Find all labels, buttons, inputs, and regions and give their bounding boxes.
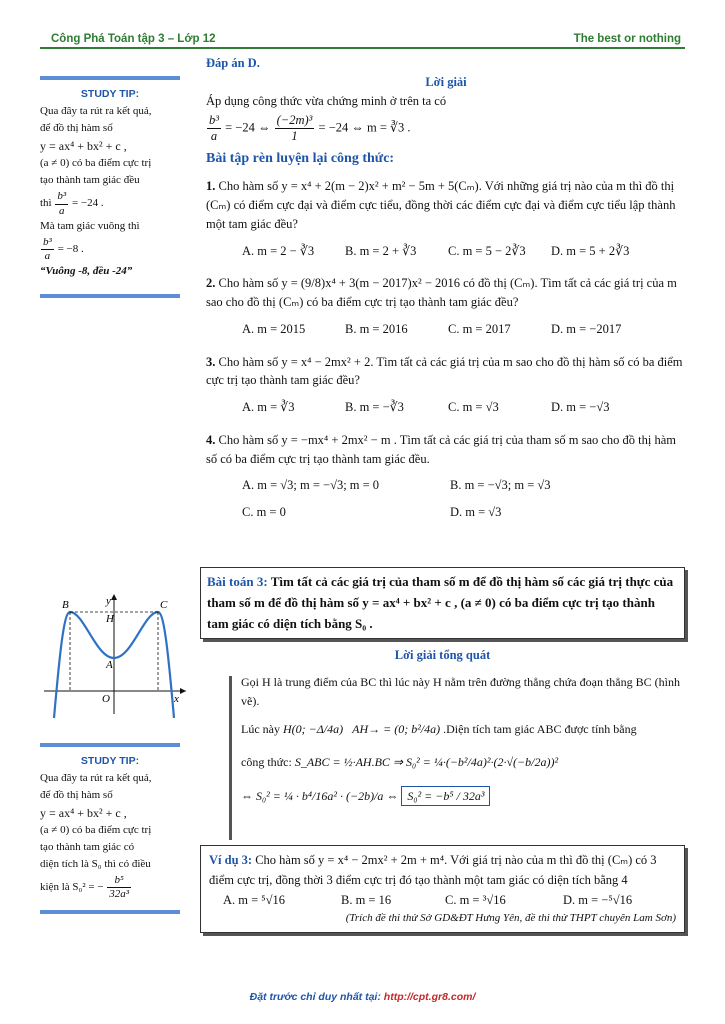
x-axis-arrow — [180, 688, 186, 694]
option[interactable]: B. m = −∛3 — [345, 400, 404, 414]
option[interactable]: D. m = −⁵√16 — [563, 893, 633, 907]
point-b-label: B — [62, 599, 69, 611]
point-a-label: A — [106, 659, 113, 671]
fraction: $\frac{\text{b³}}{a}$ — [57, 190, 67, 217]
study-tip-line: Qua đây ta rút ra kết quả, — [40, 772, 152, 785]
general-solution-heading: Lời giải tổng quát — [394, 648, 491, 662]
example-3-options — [223, 890, 676, 910]
study-tip-line: Mà tam giác vuông thì — [40, 219, 140, 232]
solution-left-rule — [229, 676, 232, 840]
footer — [0, 990, 725, 1006]
general-solution — [241, 673, 681, 806]
fraction: $\frac{\text{b³}}{a}$ — [43, 235, 52, 262]
option[interactable]: A. m = √3; m = −√3; m = 0 — [242, 478, 380, 493]
option[interactable]: A. m = ∛3 — [242, 400, 295, 414]
option[interactable]: A. m = ⁵√16 — [223, 893, 286, 907]
study-tip-line: diện tích là S₀ thì có điều — [40, 858, 151, 871]
option[interactable]: C. m = 0 — [242, 505, 286, 519]
solution-paragraph: ⇔ S₀² = ¼ · b⁴/16a² · (−2b)/a ⇔ S₀² = −b⁵ / 32a³ — [241, 787, 681, 806]
question-4-options-row-1 — [242, 476, 686, 495]
option[interactable]: D. m = √3 — [450, 505, 502, 519]
solution-heading: Lời giải — [425, 74, 467, 89]
fraction: $\frac{\text{(−2m)³}}{1}$ — [276, 113, 313, 144]
answer-label: Đáp án D. — [206, 56, 260, 70]
study-tip-title: STUDY TIP: — [80, 88, 140, 100]
option[interactable]: D. m = −2017 — [551, 321, 622, 336]
option[interactable]: C. m = 2017 — [448, 321, 511, 336]
study-tip-bottom-bar — [40, 910, 180, 914]
option[interactable]: C. m = √3 — [448, 400, 499, 414]
origin-label: O — [102, 693, 110, 705]
fraction: $\frac{\text{b⁵}}{\text{32a³}}$ — [109, 874, 130, 901]
question-3: 3. Cho hàm số y = x⁴ − 2mx² + 2. Tìm tất cả các giá trị của m sao cho đồ thị hàm số có ba điểm cực trị tạo thành tam giác đều? — [206, 354, 683, 388]
solution-text: Áp dụng công thức vừa chứng minh ở trên ta có — [206, 93, 447, 108]
question-2-options — [242, 320, 686, 339]
study-tip-top-bar — [40, 76, 180, 80]
option[interactable]: A. m = 2015 — [242, 321, 306, 336]
header-divider — [40, 47, 685, 49]
question-4: 4. Cho hàm số y = −mx⁴ + 2mx² − m . Tìm tất cả các giá trị của tham số m sao cho đồ thị hàm số có ba điểm cực trị tạo thành tam giác đều. — [206, 432, 677, 466]
answer-section — [206, 54, 686, 522]
study-tip-line: (a ≠ 0) có ba điểm cực trị — [40, 824, 152, 837]
point-c-label: C — [160, 599, 168, 611]
y-axis-label: y — [106, 595, 111, 607]
header-slogan: The best or nothing — [573, 33, 681, 45]
solution-paragraph: Gọi H là trung điểm của BC thì lúc này H nằm trên đường thẳng chứa đoạn thẳng BC (hình vẽ). — [241, 675, 680, 708]
question-1-options — [242, 242, 686, 261]
option[interactable]: D. m = −√3 — [551, 400, 610, 414]
example-3-text: Ví dụ 3: Cho hàm số y = x⁴ − 2mx² + 2m + m⁴. Với giá trị nào của m thì đồ thị (Cₘ) có 3 điểm cực trị, đồng thời 3 điểm cực trị đó tạo thành một tam giác có diện tích bằng 4 — [209, 853, 657, 887]
example-3-box — [200, 845, 685, 933]
study-tip-line: thì $\frac{\text{b³}}{a}$ = −24 . — [40, 190, 104, 217]
option[interactable]: D. m = 5 + 2∛3 — [551, 243, 630, 258]
option[interactable]: B. m = 2 + ∛3 — [345, 243, 417, 258]
result-box: S₀² = −b⁵ / 32a³ — [401, 786, 490, 806]
study-tip-top-bar — [40, 743, 180, 747]
study-tip-line: kiện là S₀² = − $\frac{\text{b⁵}}{\text{32a³}}$ — [40, 874, 130, 901]
study-tip-line: để đồ thị hàm số — [40, 789, 113, 802]
problem-3-box — [200, 567, 685, 639]
fraction: $\frac{\text{b³}}{a}$ — [209, 113, 219, 144]
study-tip-box-1 — [40, 76, 180, 298]
option[interactable]: C. m = 5 − 2∛3 — [448, 243, 526, 258]
study-tip-line: tạo thành tam giác đều — [40, 174, 140, 187]
x-axis-label: x — [174, 693, 179, 705]
study-tip-motto: “Vuông -8, đều -24” — [40, 265, 133, 278]
footer-link[interactable]: http://cpt.gr8.com/ — [383, 991, 476, 1003]
study-tip-title: STUDY TIP: — [80, 755, 140, 767]
study-tip-line: Qua đây ta rút ra kết quả, — [40, 105, 152, 118]
option[interactable]: B. m = 16 — [341, 893, 392, 907]
practice-heading: Bài tập rèn luyện lại công thức: — [206, 151, 395, 167]
solution-calculation: $\frac{\text{b³}}{a}$ = −24 ⇔ $\frac{\text{(−2m)³}}{1}$ = −24 ⇔ m = ∛3 . — [209, 113, 411, 144]
study-tip-formula: y = ax⁴ + bx² + c , — [40, 139, 127, 154]
problem-3-text: Tìm tất cả các giá trị của tham số m để đồ thị hàm số các giá trị thực của tham số m để đồ thị hàm số y = ax⁴ + bx² + c , (a ≠ 0) có ba điểm cực trị tạo thành tam giác có diện tích bằng S₀ . — [207, 574, 674, 631]
study-tip-box-2 — [40, 743, 180, 914]
study-tip-line: tạo thành tam giác có — [40, 841, 135, 854]
question-2: 2. Cho hàm số y = (9/8)x⁴ + 3(m − 2017)x² − 2016 có đồ thị (Cₘ). Tìm tất cả các giá trị của m sao cho đồ thị (Cₘ) có ba điểm cực trị tạo thành tam giác đều? — [206, 276, 677, 309]
y-axis-arrow — [111, 594, 117, 600]
study-tip-line: $\frac{\text{b³}}{a}$ = −8 . — [43, 235, 84, 262]
question-1: 1. Cho hàm số y = x⁴ + 2(m − 2)x² + m² − 5m + 5(Cₘ). Với những giá trị nào của m thì đồ thị (Cₘ) có điểm cực đại và điểm cực tiểu, đồng thời các điểm cực đại và điểm cực tiểu lập thành một tam giác đều? — [206, 179, 676, 231]
study-tip-line: (a ≠ 0) có ba điểm cực trị — [40, 157, 152, 170]
point-h-label: H — [106, 613, 114, 625]
study-tip-line: để đồ thị hàm số — [40, 122, 113, 135]
question-3-options — [242, 398, 686, 417]
option[interactable]: B. m = −√3; m = √3 — [450, 478, 551, 493]
option[interactable]: C. m = ³√16 — [445, 893, 506, 907]
solution-paragraph: Lúc này H(0; −Δ/4a) AH→ = (0; b²/4a) .Diện tích tam giác ABC được tính bằng — [241, 722, 637, 737]
option[interactable]: B. m = 2016 — [345, 321, 408, 336]
footer-text: Đặt trước chỉ duy nhất tại: — [249, 991, 381, 1003]
problem-3-label: Bài toán 3: — [207, 574, 268, 589]
question-4-options-row-2 — [242, 503, 686, 522]
study-tip-bottom-bar — [40, 294, 180, 298]
quartic-graph — [40, 590, 190, 720]
solution-paragraph: công thức: S_ABC = ½·AH.BC ⇒ S₀² = ¼·(−b²/4a)²·(2·√(−b/2a))² — [241, 754, 559, 769]
example-3-source: (Trích đề thi thử Sở GD&ĐT Hưng Yên, đề thi thử THPT chuyên Lam Sơn) — [345, 912, 676, 924]
study-tip-formula: y = ax⁴ + bx² + c , — [40, 806, 127, 821]
header-book-title: Công Phá Toán tập 3 – Lớp 12 — [51, 33, 216, 45]
option[interactable]: A. m = 2 − ∛3 — [242, 243, 315, 258]
